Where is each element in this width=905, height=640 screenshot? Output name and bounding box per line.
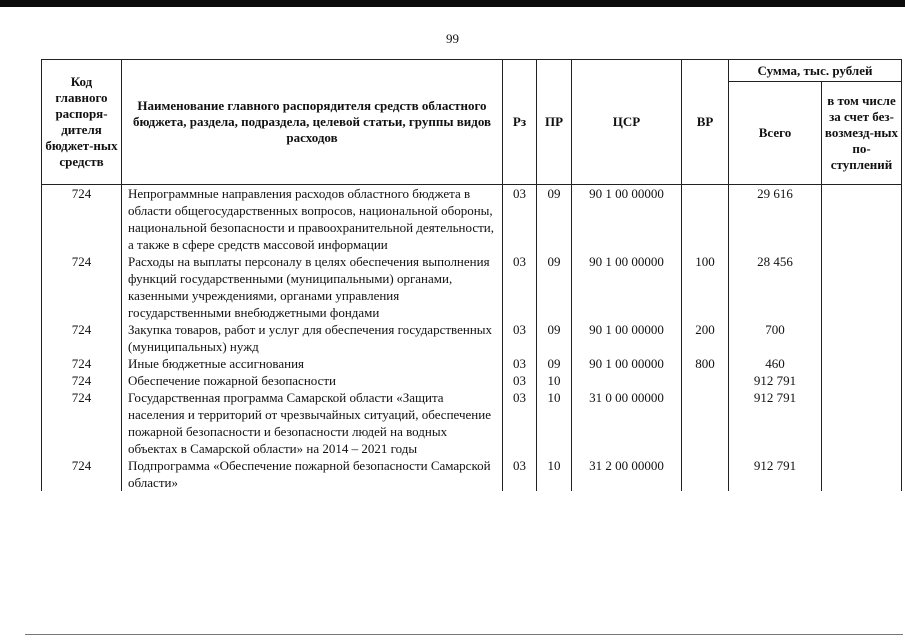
row-name: Государственная программа Самарской области «Защита населения и территорий от чрезвычайных ситуаций, обеспечение пожарной безопасности и безопасности людей на водных объектах в Самарской области» на 2014 – 2021 годы bbox=[122, 389, 503, 457]
row-csr bbox=[572, 372, 682, 389]
page-top-border bbox=[0, 0, 905, 7]
row-pr: 10 bbox=[537, 372, 572, 389]
table-row bbox=[42, 355, 902, 372]
row-incl bbox=[822, 321, 902, 355]
table-row bbox=[42, 457, 902, 491]
row-pr: 09 bbox=[537, 355, 572, 372]
row-code: 724 bbox=[42, 253, 122, 321]
row-name: Иные бюджетные ассигнования bbox=[122, 355, 503, 372]
table-row bbox=[42, 321, 902, 355]
row-vr bbox=[682, 185, 729, 254]
row-csr: 90 1 00 00000 bbox=[572, 321, 682, 355]
header-name: Наименование главного распорядителя средств областного бюджета, раздела, подраздела, целевой статьи, группы видов расходов bbox=[122, 60, 503, 185]
header-total: Всего bbox=[729, 82, 822, 185]
row-pr: 09 bbox=[537, 185, 572, 254]
row-pr: 10 bbox=[537, 457, 572, 491]
row-csr: 90 1 00 00000 bbox=[572, 253, 682, 321]
row-incl bbox=[822, 185, 902, 254]
header-sum: Сумма, тыс. рублей bbox=[729, 60, 902, 82]
row-incl bbox=[822, 253, 902, 321]
row-vr: 100 bbox=[682, 253, 729, 321]
row-rz: 03 bbox=[503, 253, 537, 321]
row-total: 912 791 bbox=[729, 389, 822, 457]
row-rz: 03 bbox=[503, 321, 537, 355]
row-code: 724 bbox=[42, 389, 122, 457]
row-total: 912 791 bbox=[729, 372, 822, 389]
header-incl: в том числе за счет без-возмезд-ных по-ступлений bbox=[822, 82, 902, 185]
row-total: 700 bbox=[729, 321, 822, 355]
row-name: Обеспечение пожарной безопасности bbox=[122, 372, 503, 389]
table-row bbox=[42, 253, 902, 321]
table-row bbox=[42, 372, 902, 389]
row-code: 724 bbox=[42, 372, 122, 389]
header-vr: ВР bbox=[682, 60, 729, 185]
header-csr: ЦСР bbox=[572, 60, 682, 185]
row-incl bbox=[822, 355, 902, 372]
page-number: 99 bbox=[446, 31, 459, 46]
row-code: 724 bbox=[42, 185, 122, 254]
row-total: 460 bbox=[729, 355, 822, 372]
row-vr bbox=[682, 389, 729, 457]
row-name: Закупка товаров, работ и услуг для обеспечения государственных (муниципальных) нужд bbox=[122, 321, 503, 355]
table-row bbox=[42, 389, 902, 457]
row-incl bbox=[822, 372, 902, 389]
row-rz: 03 bbox=[503, 389, 537, 457]
row-pr: 10 bbox=[537, 389, 572, 457]
page-bottom-line bbox=[25, 634, 903, 635]
row-total: 28 456 bbox=[729, 253, 822, 321]
row-name: Подпрограмма «Обеспечение пожарной безопасности Самарской области» bbox=[122, 457, 503, 491]
budget-table bbox=[41, 59, 902, 491]
row-total: 912 791 bbox=[729, 457, 822, 491]
row-vr bbox=[682, 457, 729, 491]
row-code: 724 bbox=[42, 355, 122, 372]
row-csr: 90 1 00 00000 bbox=[572, 185, 682, 254]
row-pr: 09 bbox=[537, 253, 572, 321]
row-name: Расходы на выплаты персоналу в целях обеспечения выполнения функций государственными (муниципальными) органами, казенными учреждениями, органами управления государственными внебюджетными фондами bbox=[122, 253, 503, 321]
row-vr: 200 bbox=[682, 321, 729, 355]
row-rz: 03 bbox=[503, 372, 537, 389]
header-code: Код главного распоря-дителя бюджет-ных средств bbox=[42, 60, 122, 185]
row-vr bbox=[682, 372, 729, 389]
row-csr: 31 2 00 00000 bbox=[572, 457, 682, 491]
row-pr: 09 bbox=[537, 321, 572, 355]
header-rz: Рз bbox=[503, 60, 537, 185]
row-rz: 03 bbox=[503, 457, 537, 491]
row-code: 724 bbox=[42, 321, 122, 355]
row-incl bbox=[822, 457, 902, 491]
row-code: 724 bbox=[42, 457, 122, 491]
row-total: 29 616 bbox=[729, 185, 822, 254]
header-pr: ПР bbox=[537, 60, 572, 185]
row-rz: 03 bbox=[503, 355, 537, 372]
row-name: Непрограммные направления расходов областного бюджета в области общегосударственных вопросов, национальной обороны, национальной безопасности и правоохранительной деятельности, а также в сфере средств массовой информации bbox=[122, 185, 503, 254]
row-csr: 90 1 00 00000 bbox=[572, 355, 682, 372]
row-rz: 03 bbox=[503, 185, 537, 254]
row-vr: 800 bbox=[682, 355, 729, 372]
table-row bbox=[42, 185, 902, 254]
row-csr: 31 0 00 00000 bbox=[572, 389, 682, 457]
row-incl bbox=[822, 389, 902, 457]
